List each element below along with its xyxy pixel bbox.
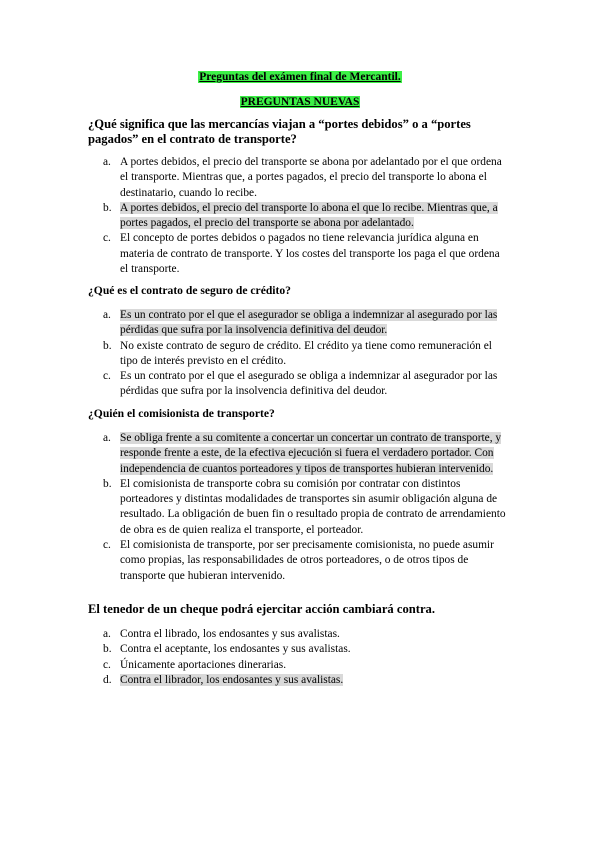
- question-4: El tenedor de un cheque podrá ejercitar acción cambiará contra.: [88, 602, 435, 616]
- option-text: Únicamente aportaciones dinerarias.: [120, 658, 287, 671]
- option-letter: b.: [103, 477, 112, 490]
- option-4c: [88, 658, 508, 673]
- document-title: [0, 71, 600, 83]
- option-letter: b.: [103, 201, 112, 214]
- option-letter: c.: [103, 370, 111, 383]
- option-1c: [88, 231, 508, 277]
- option-text: El concepto de portes debidos o pagados no tiene relevancia jurídica alguna en materia de contrato de transporte. Y los costes del transporte los paga el que ordena el transporte.: [120, 232, 500, 276]
- option-1b: [88, 201, 508, 232]
- option-3b: [88, 477, 508, 538]
- option-letter: b.: [103, 339, 112, 352]
- option-2b: [88, 339, 508, 370]
- option-letter: c.: [103, 539, 111, 552]
- option-2a: [88, 308, 508, 339]
- section-heading: [0, 96, 600, 108]
- option-text: Es un contrato por el que el asegurado se obliga a indemnizar al asegurador por las pérdidas que sufra por la insolvencia definitiva del deudor.: [120, 370, 498, 398]
- question-1-options: [88, 155, 508, 277]
- question-1: ¿Qué significa que las mercancías viajan a “portes debidos” o a “portes pagados” en el contrato de transporte?: [88, 117, 471, 146]
- option-1a: [88, 155, 508, 201]
- option-letter: c.: [103, 658, 111, 671]
- option-letter: a.: [103, 309, 111, 321]
- option-letter: c.: [103, 232, 111, 245]
- option-text: El comisionista de transporte cobra su comisión por contratar con distintos porteadores y distintas modalidades de transportes sin asumir obligación alguna de resultado. La obligación de buen fin o resultado propia de contrato de arrendamiento de obra es de quien realiza el transporte, el porteador.: [120, 477, 506, 536]
- option-text: Contra el aceptante, los endosantes y sus avalistas.: [120, 643, 351, 656]
- question-4-options: [88, 627, 508, 688]
- option-3a: [88, 431, 508, 477]
- section-heading-text: PREGUNTAS NUEVAS: [240, 96, 360, 108]
- option-letter: d.: [103, 673, 112, 686]
- option-text: No existe contrato de seguro de crédito. El crédito ya tiene como remuneración el tipo de interés previsto en el crédito.: [120, 339, 492, 367]
- option-text-highlighted: A portes debidos, el precio del transporte lo abona el que lo recibe. Mientras que, a portes pagados, el precio del transporte se abona por adelantado.: [120, 201, 498, 230]
- question-2-options: [88, 308, 508, 400]
- option-text: A portes debidos, el precio del transporte se abona por adelantado por el que ordena el transporte. Mientras que, a portes pagados, el precio del transporte lo abona el destinatario, cuando lo recibe.: [120, 156, 502, 199]
- option-4a: [88, 627, 508, 642]
- option-4d: [88, 673, 508, 688]
- option-text-highlighted: Se obliga frente a su comitente a concertar un concertar un contrato de transporte, y responde frente a este, de la efectiva ejecución si fuera el verdadero portador. Con independencia de cuantos porteadores y tipos de transportes hubieran intervenido.: [120, 432, 502, 475]
- question-3-options: [88, 431, 508, 584]
- option-2c: [88, 369, 508, 400]
- option-letter: a.: [103, 432, 111, 444]
- option-letter: a.: [103, 628, 111, 640]
- option-3c: [88, 538, 508, 584]
- option-text-highlighted: Es un contrato por el que el asegurador se obliga a indemnizar al asegurado por las pérdidas que sufra por la insolvencia definitiva del deudor.: [120, 309, 498, 337]
- question-2: ¿Qué es el contrato de seguro de crédito?: [88, 284, 291, 297]
- option-4b: [88, 642, 508, 657]
- option-text: El comisionista de transporte, por ser precisamente comisionista, no puede asumir como propias, las responsabilidades de otros porteadores, o de otros tipos de transporte que hubieran intervenido.: [120, 539, 494, 582]
- option-letter: a.: [103, 156, 111, 168]
- option-text-highlighted: Contra el librador, los endosantes y sus avalistas.: [120, 673, 344, 686]
- option-text: Contra el librado, los endosantes y sus avalistas.: [120, 628, 340, 640]
- option-letter: b.: [103, 643, 112, 656]
- document-title-text: Preguntas del exámen final de Mercantil.: [199, 71, 401, 83]
- question-3: ¿Quién el comisionista de transporte?: [88, 407, 275, 420]
